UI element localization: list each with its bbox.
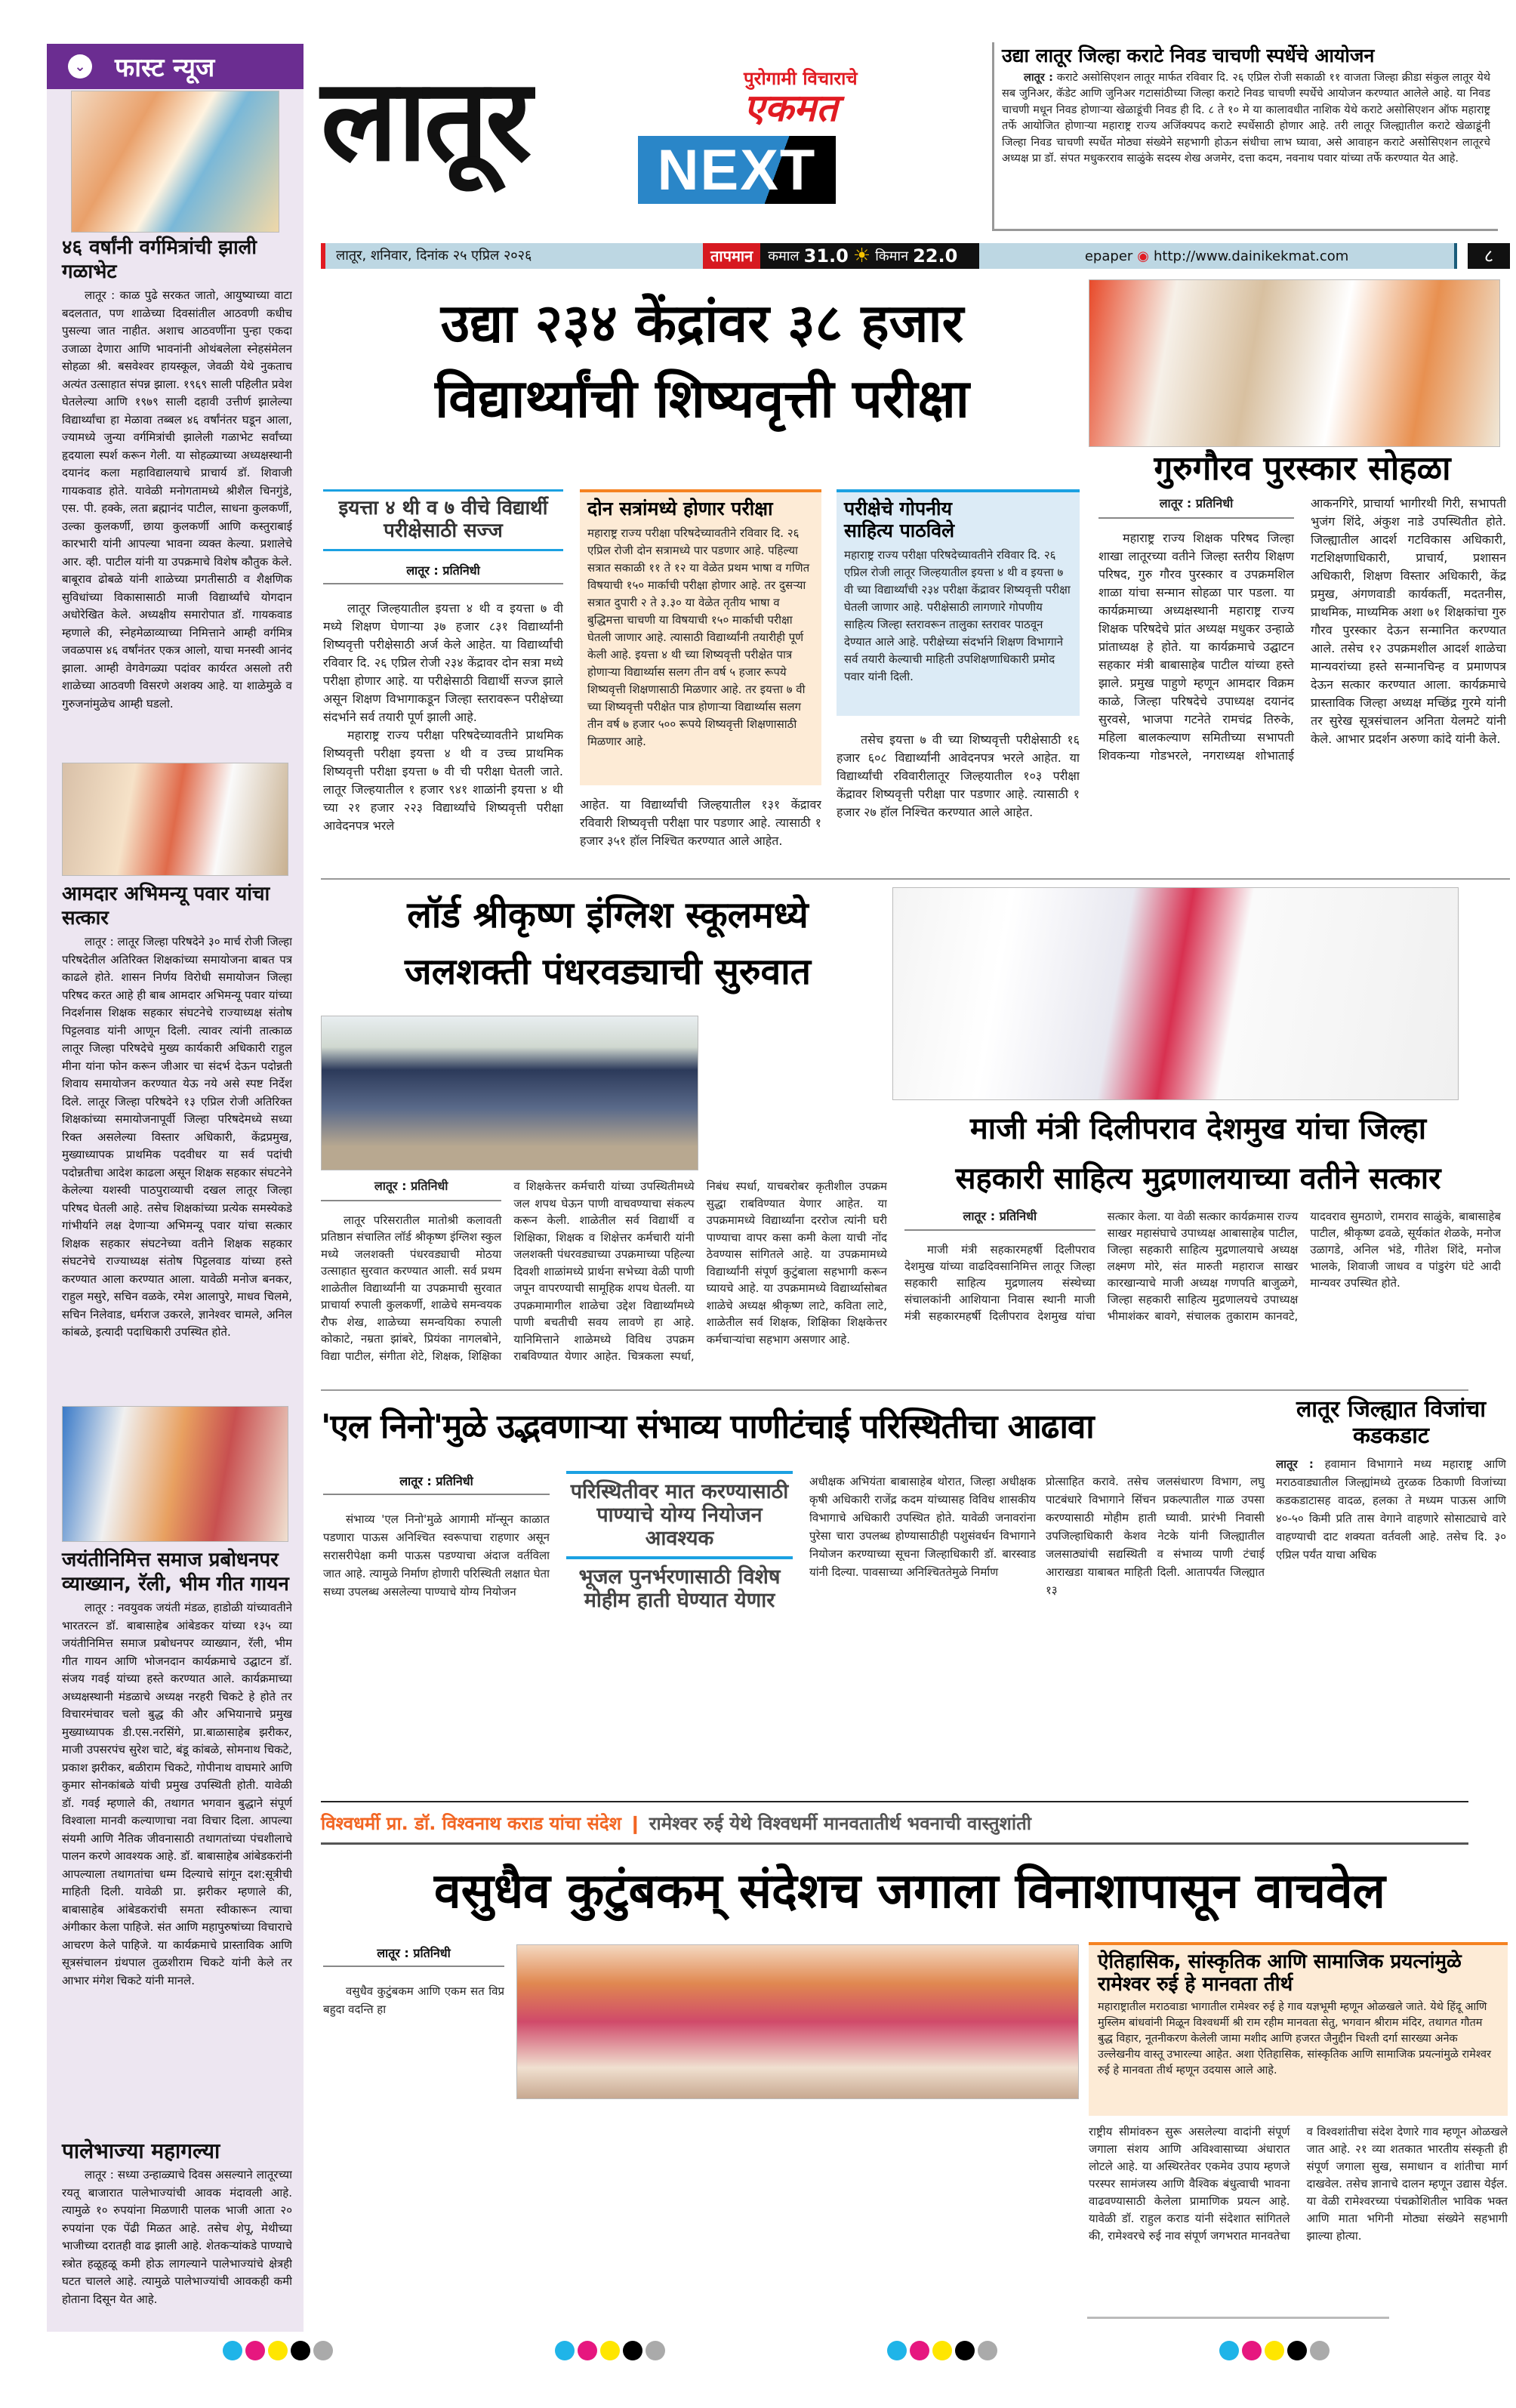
epaper-link[interactable]: http://www.dainikekmat.com [1154, 248, 1349, 264]
registration-marks [113, 2341, 1442, 2363]
story-body: लातूर परिसरातील मातोश्री कलावती प्रतिष्ठान संचालित लॉर्ड श्रीकृष्ण इंग्लिश स्कुल मध्ये जलशक्ती पंधरवड्याची मोठया उत्साहात सुरवात करण्यात आली. सर्व प्रथम शाळेतील विद्यार्थ्यांनी या उपक्रमाची सुरवात प्राचार्या रुपाली कुलकर्णी, शाळेचे समन्वयक रौफ शेख, शाळेच्या समन्वयिका रुपाली कोकाटे, नम्रता झांबरे, प्रियंका नागलबोने, विद्या पाटील, संगीता शेटे, शिक्षक, शिक्षिका व शिक्षकेत्तर कर्मचारी यांच्या उपस्थितीमध्ये जल शपथ घेऊन पाणी वाचवण्याचा संकल्प करून केली. शाळेतील सर्व विद्यार्थी व शिक्षिका, शिक्षक व शिक्षेत्तर कर्मचारी यांनी जलशक्ती पंधरवड्याच्या उपक्रमाच्या पहिल्या दिवशी शाळांमध्ये प्रार्थना सभेच्या वेळी पाणी जपून वापरण्याची सामूहिक शपथ घेतली. या उपक्रमामागील शाळेचा उद्देश विद्यार्थ्यांमध्ये पाणी बचतीची सवय लावणे हा आहे. यानिमित्ताने शाळेमध्ये विविध उपक्रम राबविण्यात येणार आहेत. चित्रकला स्पर्धा, निबंध स्पर्धा, याचबरोबर कृतीशील उपक्रम सुद्धा राबविण्यात येणार आहेत. या उपक्रमामध्ये विद्यार्थ्यांना दररोज त्यांनी घरी पाण्याचा वापर कसा कमी केला याची नोंद ठेवण्यास सांगितले आहे. या उपक्रमामध्ये विद्यार्थ्यांनी संपूर्ण कुटुंबाला सहभागी करून घ्यायचे आहे. या उपक्रमामध्ये विद्यार्थ्यासोबत शाळेचे अध्यक्ष श्रीकृष्ण लाटे, कविता लाटे, शाळेतील सर्व शिक्षक, शिक्षिका शिक्षकेत्तर कर्मचाऱ्यांचा सहभाग असणार आहे. [321, 1179, 887, 1363]
story-body: माजी मंत्री सहकारमहर्षी दिलीपराव देशमुख यांच्या वाढदिवसानिमित्त लातूर जिल्हा सहकारी साहित्य मुद्रणालय संस्थेच्या संचालकांनी आशियाना निवास स्थानी माजी मंत्री सहकारमहर्षी दिलीपराव देशमुख यांचा सत्कार केला. या वेळी सत्कार कार्यक्रमास राज्य साखर महासंघाचे उपाध्यक्ष आबासाहेब पाटील, जिल्हा सहकारी साहित्य मुद्रणालयाचे अध्यक्ष लक्ष्मण मोरे, संत मारुती महाराज साखर कारखान्याचे माजी अध्यक्ष गणपति बाजुळगे, जिल्हा सहकारी साहित्य मुद्रणालयचे उपाध्यक्ष भीमाशंकर बावगे, संचालक तुकाराम कानवटे, यादवराव सुमठाणे, रामराव साळुंके, बाबासाहेब पाटील, श्रीकृष्ण ढवळे, सूर्यकांत शेळके, मनोज उळागडे, अनिल भंडे, गीतेश शिंदे, मनोज भालके, शिवाजी जाधव व पांडुरंग घंटे आदी मान्यवर उपस्थित होते. [904, 1210, 1501, 1323]
temperature-label: तापमान [703, 243, 760, 269]
next-logo: NEXT [638, 136, 836, 204]
registration-dot [932, 2341, 952, 2360]
registration-dot-group [1219, 2341, 1333, 2363]
registration-dot-group [223, 2341, 336, 2363]
story-title: गुरुगौरव पुरस्कार सोहळा [1154, 449, 1451, 488]
photo-ceremony [516, 1944, 1079, 2099]
lead-subhead: इयत्ता ४ थी व ७ वीचे विद्यार्थी परीक्षेसाठी सज्ज [323, 489, 563, 551]
title-line: लॉर्ड श्रीकृष्ण इंग्लिश स्कूलमध्ये [407, 894, 809, 936]
min-temp-label: किमान [875, 248, 909, 264]
story-body: तसेच इयत्ता ७ वी च्या शिष्यवृत्ती परीक्षेसाठी १६ हजार ६०८ विद्यार्थ्यांनी आवेदनपत्र भरले आहेत. या विद्यार्थ्यांची रविवारीलातूर जिल्हयातील १०३ परीक्षा केंद्रावर शिष्यवृत्ती परीक्षा पार पडणार आहे. त्यासाठी १ हजार २७ हॉल निश्चित करण्यात आले आहेत. [837, 732, 1080, 819]
registration-dot [1242, 2341, 1262, 2360]
story-body: अधीक्षक अभियंता बाबासाहेब थोरात, जिल्हा अधीक्षक कृषी अधिकारी राजेंद्र कदम यांच्यासह विविध शासकीय विभागाचे अधिकारी उपस्थित होते. यावेळी जनावरांना पुरेसा चारा उपलब्ध होण्यासाठीही पशुसंवर्धन विभागाने नियोजन करण्याच्या सूचना जिल्हाधिकारी डॉ. बारस्वाड यांनी दिल्या. पावसाच्या अनिश्चिततेमुळे निर्माण [809, 1475, 1036, 1579]
story-body: महाराष्ट्र राज्य शिक्षक परिषद जिल्हा शाखा लातूरच्या वतीने जिल्हा स्तरीय शिक्षण परिषद, गुरु गौरव पुरस्कार व उपक्रमशिल शाळा यांचा सन्मान सोहळा पार पडला. या कार्यक्रमाच्या अध्यक्षस्थानी महाराष्ट्र राज्य शिक्षक परिषदेचे प्रांत अध्यक्ष मधुकर उन्हाळे प्रांताध्यक्ष हे होते. या कार्यक्रमाचे उद्घाटन सहकार मंत्री बाबासाहेब पाटील यांच्या हस्ते झाले. प्रमुख पाहुणे म्हणून आमदार विक्रम काळे, जिल्हा परिषदेचे उपाध्यक्ष दयानंद सुरवसे, भाजपा गटनेते रामचंद्र तिरुके, महिला बालकल्याण समितीच्या सभापती शिवकन्या गोडभरले, नगराध्यक्ष शोभाताई आकनगिरे, प्राचार्या भागीरथी गिरी, सभापती भुजंग शिंदे, अंकुश नाडे उपस्थितीत होते. जिल्ह्यातील आदर्श गटविकास अधिकारी, गटशिक्षणाधिकारी, प्राचार्य, प्रशासन अधिकारी, शिक्षण विस्तार अधिकारी, केंद्र प्रमुख, अंगणवाडी कार्यकर्ती, मदतनीस, प्राथमिक, माध्यमिक अशा ७१ शिक्षकांचा गुरु गौरव पुरस्कार देऊन सन्मानित करण्यात आले. तसेच १२ उपक्रमशील आदर्श शाळेचा मान्यवरांच्या हस्ते सन्मानचिन्ह व प्रमाणपत्र देऊन सत्कार करण्यात आला. कार्यक्रमाचे प्रास्ताविक जिल्हा अध्यक्ष मच्छिंद्र गुरमे यांनी तर सुरेख सूत्रसंचालन अनिता येलमटे यांनी केले. आभार प्रदर्शन अरुणा कांदे यांनी केले. [1098, 495, 1506, 763]
box-body: महाराष्ट्रातील मराठवाडा भागातील रामेश्वर रुई हे गाव यज्ञभूमी म्हणून ओळखले जाते. येथे हिंदू आणि मुस्लिम बांधवांनी मिळून विश्वधर्मी श्री राम रहीम मानवता सेतु, भगवान श्रीराम मंदिर, तथागत गौतम बुद्ध विहार, नूतनीकरण केलेली जामा मशीद आणि हजरत जैनुद्दीन चिश्ती दर्गा सारख्या अनेक उल्लेखनीय वास्तू उभारल्या आहेत. अशा ऐतिहासिक, सांस्कृतिक आणि सामाजिक प्रयत्नांमुळे रामेश्वर रुई हे मानवता तीर्थ म्हणून उदयास आले आहे. [1098, 2000, 1492, 2077]
story-title: वसुधैव कुटुंबकम् संदेशच जगाला विनाशापासून वाचवेल [434, 1864, 1385, 1919]
story-body: हवामान विभागाने मध्य महाराष्ट्र आणि मराठवाड्यातील जिल्ह्यांमध्ये तुरळक ठिकाणी विजांच्या कडकडाटासह वादळ, हलका ते मध्यम पाऊस आणि ४०-५० किमी प्रति तास वेगाने वाहणारे सोसाट्याचे वारे वाहण्याची दाट शक्यता वर्तवली आहे. तसेच दि. ३० एप्रिल पर्यंत याचा अधिक [1276, 1457, 1506, 1562]
registration-dot [578, 2341, 597, 2360]
guru-columns [1098, 495, 1506, 857]
story-body: लातूर : काळ पुढे सरकत जातो, आयुष्याच्या वाटा बदलतात, पण शाळेच्या दिवसांतील आठवणी कधीच पुसल्या जात नाहीत. अशाच आठवणींना पुन्हा एकदा उजाळा देणारा आणि भावनांनी ओथंबलेला स्नेहसंमेलन सोहळा श्री. बसवेश्वर हायस्कूल, जेवळी येथे नुकताच अत्यंत उत्साहात संपन्न झाला. १९६९ साली पहिलीत प्रवेश घेतलेल्या आणि १९७९ साली दहावी उत्तीर्ण झालेल्या विद्यार्थ्यांचा हा मेळावा तब्बल ४६ वर्षांनंतर घडून आला, ज्यामध्ये जुन्या वर्गमित्रांची झालेली गळाभेट सर्वांच्या हृदयाला स्पर्श करून गेली. या सोहळ्याच्या अध्यक्षस्थानी दयानंद कला महाविद्यालयाचे प्राचार्य डॉ. शिवाजी गायकवाड होते. यावेळी मनोगतामध्ये श्रीशैल चिनगुंडे, एस. पी. हक्के, लता ब्रह्मानंद पाटील, साधना कुलकर्णी, उल्का कुलकर्णी, छाया कुलकर्णी आणि कस्तुराबाई कारभारी यांनी आपल्या भावना व्यक्त केल्या. प्रशालेचे आर. व्ही. पाटील यांनी या उपक्रमाचे विशेष कौतुक केले. बाबूराव ढोबळे यांनी शाळेच्या प्रगतीसाठी व शैक्षणिक सुविधांच्या विकासासाठी माजी विद्यार्थ्यांचे योगदान अधोरेखित केले. अध्यक्षीय समारोपात डॉ. गायकवाड म्हणाले की, स्नेहमेळाव्याच्या निमित्ताने आम्ही वर्गमित्र जवळपास ४६ वर्षांनंतर एकत्र आलो, याचा मनस्वी आनंद झाला. आम्ही वेगवेगळ्या पदांवर कार्यरत असलो तरी शाळेच्या आठवणी विसरणे अशक्य आहे. या शाळेमुळे व गुरुजनांमुळेच आम्ही घडलो. [62, 288, 292, 711]
dateline: लातूर : [1024, 71, 1053, 84]
page-number: ८ [1468, 243, 1510, 269]
byline: लातूर : प्रतिनिधी [323, 1944, 504, 1967]
byline: लातूर : प्रतिनिधी [323, 562, 563, 584]
story-body: लातूर : सध्या उन्हाळ्याचे दिवस असल्याने लातूरच्या रयतू बाजारात पालेभाज्यांची आवक मंदावली आहे. त्यामुळे १० रुपयांना मिळणारी पालक भाजी आता २० रुपयांना एक पेंढी मिळत आहे. तसेच शेपू, मेथीच्या भाजीच्या दरातही वाढ झाली आहे. शेतकऱ्यांकडे पाण्याचे स्त्रोत हळूहळू कमी होऊ लागल्याने पालेभाज्यांचे क्षेत्रही घटत चालले आहे. त्यामुळे पालेभाज्यांची आवकही कमी होताना दिसून येत आहे. [62, 2168, 292, 2306]
school-columns [321, 1178, 887, 1382]
registration-dot [978, 2341, 997, 2360]
story-title: आमदार अभिमन्यू पवार यांचा सत्कार [62, 883, 270, 930]
photo-guru-gaurav [1089, 279, 1500, 447]
byline: लातूर : प्रतिनिधी [323, 1472, 550, 1495]
lead-headline-line: विद्यार्थ्यांची शिष्यवृत्ती परीक्षा [435, 368, 969, 430]
byline: लातूर : प्रतिनिधी [904, 1208, 1095, 1231]
registration-dot-group [887, 2341, 1000, 2363]
registration-dot [646, 2341, 665, 2360]
byline: लातूर : प्रतिनिधी [321, 1178, 501, 1201]
issue-date: लातूर, शनिवार, दिनांक २५ एप्रिल २०२६ [325, 243, 703, 269]
registration-dot-group [555, 2341, 668, 2363]
photo-reunion [71, 91, 279, 233]
registration-dot [955, 2341, 975, 2360]
story-body: लातूर जिल्हयातील इयत्ता ४ थी व इयत्ता ७ वी मध्ये शिक्षण घेणाऱ्या ३७ हजार ८३१ विद्यार्थ्यांनी शिष्यवृत्ती परीक्षेसाठी अर्ज केले आहेत. या विद्यार्थ्यांची रविवार दि. २६ एप्रिल रोजी २३४ केंद्रावर दोन सत्रा मध्ये परीक्षा होणार आहे. या परीक्षेसाठी विद्यार्थी सज्ज झाले असून शिक्षण विभागाकडून जिल्हा स्तरावरून परीक्षेच्या संदर्भाने सर्व तयारी पूर्ण झाली आहे. [323, 600, 563, 724]
pull-quote: भूजल पुनर्भरणासाठी विशेष मोहीम हाती घेण्यात येणार [578, 1565, 781, 1613]
kicker: विश्वधर्मी प्रा. डॉ. विश्वनाथ कराड यांचा संदेश ❙ रामेश्वर रुई येथे विश्वधर्मी मानवतातीर्थ भवनाची वास्तुशांती [321, 1813, 1031, 1834]
title-line: जलशक्ती पंधरवड्याची सुरुवात [405, 951, 811, 993]
story-body: आहेत. या विद्यार्थ्यांची जिल्हयातील १३१ केंद्रावर रविवारी शिष्यवृत्ती परीक्षा पार पडणार आहे. त्यासाठी १ हजार ३५१ हॉल निश्चित करण्यात आले आहेत. [580, 797, 821, 848]
pull-quote: परिस्थितीवर मात करण्यासाठी पाण्याचे योग्य नियोजन आवश्यक [566, 1471, 793, 1559]
story-title: जयंतीनिमित्त समाज प्रबोधनपर व्याख्यान, रॅली, भीम गीत गायन [62, 1549, 289, 1596]
byline: लातूर : प्रतिनिधी [1098, 495, 1294, 519]
kicker-gray: रामेश्वर रुई येथे विश्वधर्मी मानवतातीर्थ भवनाची वास्तुशांती [649, 1813, 1031, 1834]
confidential-material-box [837, 489, 1080, 716]
fast-news-header [47, 44, 304, 89]
exam-sessions-box [580, 489, 821, 785]
photo-deshmukh-felicitation [892, 887, 1459, 1100]
registration-dot [910, 2341, 929, 2360]
chevron-badge-icon: ⌄ [68, 54, 92, 79]
masthead-tagline: पुरोगामी विचाराचे [744, 68, 858, 89]
registration-dot [1310, 2341, 1330, 2360]
story-title: उद्या लातूर जिल्हा कराटे निवड चाचणी स्पर्धेचे आयोजन [1002, 45, 1375, 66]
story-title: 'एल निनो'मुळे उद्भवणाऱ्या संभाव्य पाणीटंचाई परिस्थितीचा आढावा [321, 1407, 1094, 1446]
masthead [321, 55, 985, 242]
story-title: ४६ वर्षांनी वर्गमित्रांची झाली गळाभेट [62, 236, 257, 283]
story-body: महाराष्ट्र राज्य परीक्षा परिषदेच्यावतीने प्राथमिक शिष्यवृत्ती परीक्षा इयत्ता ४ थी व उच्च प्राथमिक शिष्यवृत्ती परीक्षा इयत्ता ७ वी ची परीक्षा घेतली जाते. लातूर जिल्हयातील १ हजार ९४१ शाळांनी इयत्ता ४ थी च्या २१ हजार २२३ विद्यार्थ्यांचे शिष्यवृत्ती परीक्षा आवेदनपत्र भरले [323, 727, 563, 833]
karate-news-box [992, 42, 1498, 231]
box-title: परीक्षेचे गोपनीय साहित्य पाठविले [844, 498, 955, 541]
cursor-icon: ◉ [1137, 248, 1150, 264]
box-body: महाराष्ट्र राज्य परीक्षा परिषदेच्यावतीने रविवार दि. २६ एप्रिल रोजी लातूर जिल्हयातील इयत्ता ४ थी व इयत्ता ७ वी च्या विद्यार्थ्यांची २३४ परीक्षा केंद्रावर शिष्यवृत्ती परीक्षा घेतली जाणार आहे. परीक्षेसाठी लागणारे गोपणीय साहित्य जिल्हा स्तरावरून तालुका स्तरावर पाठवून देण्यात आले आहे. परीक्षेच्या संदर्भाने शिक्षण विभागाने सर्व तयारी केल्याची माहिती उपशिक्षणाधिकारी प्रमोद पवार यांनी दिली. [844, 547, 1071, 683]
registration-dot [291, 2341, 310, 2360]
fast-news-title: फास्ट न्यूज [115, 53, 215, 83]
box-title: दोन सत्रांमध्ये होणार परीक्षा [587, 498, 773, 520]
story-body: कराटे असोसिएशन लातूर मार्फत रविवार दि. २६ एप्रिल रोजी सकाळी ११ वाजता जिल्हा क्रीडा संकुल लातूर येथे सब जुनिअर, कॅडेट आणि जुनिअर गटासांठीच्या जिल्हा कराटे निवड चाचणी स्पर्धेचे आयोजन करण्यात आलेले आहे. या निवड चाचणी मधून निवड होणाऱ्या खेळाडूंची निवड ही दि. ८ ते १० मे या कालावधीत नाशिक येथे कराटे असोसिएशन ऑफ महाराष्ट्र तर्फे आयोजित होणाऱ्या महाराष्ट्र राज्य अजिंक्यपद कराटे स्पर्धेसाठी होणार आहे. तरी लातूर जिल्ह्यातील कराटे खेळाडूंनी जिल्हा निवड चाचणी स्पर्धेत मोठ्या संख्येने सहभागी होऊन संधीचा लाभ घ्यावा, असे आवाहन कराटे असोसिएशन लातूरचे अध्यक्ष प्रा डॉ. संपत मधुकरराव साळुंके सदस्य शेख अजमेर, दत्ता कदम, नवनाथ पवार यांच्या तर्फे करण्यात येत आहे. [1002, 71, 1490, 165]
title-line: सहकारी साहित्य मुद्रणालयाच्या वतीने सत्कार [955, 1161, 1441, 1196]
story-title [325, 887, 891, 1001]
photo-students-pledge [321, 1016, 698, 1170]
registration-dot [223, 2341, 242, 2360]
photo-felicitation [62, 763, 288, 876]
registration-dot [268, 2341, 288, 2360]
story-body: लातूर : लातूर जिल्हा परिषदेने ३० मार्च रोजी जिल्हा परिषदेतील अतिरिक्त शिक्षकांच्या समायोजना बाबत पत्र काढले होते. शासन निर्णय विरोधी समायोजन जिल्हा परिषद करत आहे ही बाब आमदार अभिमन्यू पवार यांच्या निदर्शनास शिक्षक सहकार संघटनेचे राज्याध्यक्ष संतोष पिट्टलवाड यांनी आणून दिली. त्यावर त्यांनी तात्काळ लातूर जिल्हा परिषदेचे मुख्य कार्यकारी अधिकारी राहुल मीना यांना फोन करून जीआर चा संदर्भ देऊन पदोन्नती शिवाय समायोजन करण्यात येऊ नये असे स्पष्ट निर्देश दिले. लातूर जिल्हा परिषदेने १३ एप्रिल रोजी अतिरिक्त शिक्षकांच्या समायोजनापूर्वी जिल्हा परिषदेमध्ये सध्या रिक्त असलेल्या विस्तार अधिकारी, केंद्रप्रमुख, मुख्याध्यापक प्राथमिक पदवीधर या सर्व पदांची पदोन्नतीचा आदेश काढला असून शिक्षक सहकार संघटनेने केलेल्या यशस्वी पाठपुराव्याची दखल लातूर जिल्हा परिषद घेतली आहे. तसेच शिक्षकांच्या प्रत्येक समस्येकडे गांभीर्याने लक्ष देणाऱ्या अभिमन्यू पवार यांचा सत्कार शिक्षक सहकार संघटनेच्या वतीने शिक्षक सहकार संघटनेचे राज्याध्यक्ष संतोष पिट्टलवाड यांच्या हस्ते करण्यात आला करण्यात आला. यावेळी मनोज बनकर, राहुल मसुरे, सचिन वळके, रमेश आलापुरे, माधव चिलमे, सचिन निलेवाड, धर्मराज उकरले, ज्ञानेश्वर चामले, अनिल कांबळे, इत्यादी पदाधिकारी उपस्थित होते. [62, 935, 292, 1339]
registration-dot [1265, 2341, 1284, 2360]
lightning-news [1276, 1397, 1506, 1763]
story-title: लातूर जिल्ह्यात विजांचा कडकडाट [1296, 1396, 1487, 1449]
dateline: लातूर : [1276, 1457, 1314, 1471]
story-body: प्रोत्साहित करावे. तसेच जलसंधारण विभाग, लघु पाटबंधारे विभागाने सिंचन प्रकल्पातील गाळ उपसा करण्यासाठी मोहीम हाती घ्यावी. प्रारंभी निवासी उपजिल्हाधिकारी केशव नेटके यांनी जिल्ह्यातील जलसाठ्यांची सद्यस्थिती व संभाव्य पाणी टंचाई आराखडा याबाबत माहिती दिली. आतापर्यंत जिल्ह्यात १३ [1046, 1475, 1265, 1597]
max-temp-label: कमाल [768, 248, 800, 264]
date-bar [321, 243, 1510, 269]
story-body: वसुधैव कुटुंबकम आणि एकम सत विप्र बहुदा वदन्ति हा [323, 1984, 504, 2016]
registration-dot [555, 2341, 575, 2360]
rameshwar-box [1089, 1942, 1508, 2116]
lead-headline-line: उद्या २३४ केंद्रांवर ३८ हजार [440, 292, 964, 354]
kicker-orange: विश्वधर्मी प्रा. डॉ. विश्वनाथ कराड यांचा संदेश [321, 1813, 621, 1834]
max-temp: 31.0 [803, 245, 849, 267]
min-temp: 22.0 [913, 245, 958, 267]
box-title: ऐतिहासिक, सांस्कृतिक आणि सामाजिक प्रयत्नांमुळे रामेश्वर रुई हे मानवता तीर्थ [1098, 1950, 1462, 1996]
sun-icon: ☀ [852, 245, 871, 267]
epaper-label: epaper [1084, 248, 1133, 264]
masthead-title: लातूर [321, 55, 529, 187]
registration-dot [1287, 2341, 1307, 2360]
registration-dot [600, 2341, 620, 2360]
registration-dot [1219, 2341, 1239, 2360]
story-title: पालेभाज्या महागल्या [62, 2138, 220, 2163]
story-body: राष्ट्रीय सीमांवरुन सुरू असलेल्या वादांनी संपूर्ण जगाला संशय आणि अविश्वासाच्या अंधारात लोटले आहे. या अस्थिरतेवर एकमेव उपाय म्हणजे परस्पर सामंजस्य आणि वैश्विक बंधुत्वाची भावना वाढवण्यासाठी केलेला प्रामाणिक प्रयत्न आहे. यावेळी डॉ. राहुल कराड यांनी संदेशात सांगितले की, रामेश्वरचे रुई नाव संपूर्ण जगभरात मानवतेचा व विश्वशांतीचा संदेश देणारे गाव म्हणून ओळखले जात आहे. २१ व्या शतकात भारतीय संस्कृती ही संपूर्ण जगाला सुख, समाधान व शांतीचा मार्ग दाखवेल. तसेच ज्ञानाचे दालन म्हणून उद्यास येईल. या वेळी रामेश्वरच्या पंचक्रोशितील भाविक भक्त आणि माता भगिनी मोठ्या संख्येने सहभागी झाल्या होत्या. [1089, 2125, 1508, 2243]
registration-dot [313, 2341, 333, 2360]
story-title [892, 1104, 1504, 1204]
registration-dot [245, 2341, 265, 2360]
lead-headline [321, 285, 1083, 436]
registration-dot [887, 2341, 907, 2360]
ekmat-logo: एकमत [744, 86, 838, 130]
registration-dot [623, 2341, 642, 2360]
title-line: माजी मंत्री दिलीपराव देशमुख यांचा जिल्हा [969, 1112, 1427, 1146]
story-body: संभाव्य 'एल निनो'मुळे आगामी मॉन्सून काळात पडणारा पाऊस अनिश्चित स्वरूपाचा राहणार असून सरासरीपेक्षा कमी पाऊस पडण्याचा अंदाज वर्तविला जात आहे. त्यामुळे निर्माण होणारी परिस्थिती लक्षात घेता सध्या उपलब्ध असलेल्या पाण्याचे योग्य नियोजन [323, 1512, 550, 1599]
photo-jayanti [62, 1406, 288, 1542]
deshmukh-columns [904, 1208, 1501, 1382]
box-body: महाराष्ट्र राज्य परीक्षा परिषदेच्यावतीने रविवार दि. २६ एप्रिल रोजी दोन सत्रामध्ये पार पडणार आहे. पहिल्या सत्रात सकाळी ११ ते १२ या वेळेत प्रथम भाषा व गणित विषयाची १५० मार्काची परीक्षा होणार आहे. तर दुसऱ्या सत्रात दुपारी २ ते ३.३० या वेळेत तृतीय भाषा व बुद्धिमत्ता चाचणी या विषयाची १५० मार्काची परीक्षा घेतली जाणार आहे. त्यासाठी विद्यार्थ्यांनी तयारीही पूर्ण केली आहे. इयत्ता ४ थी च्या शिष्यवृत्ती परीक्षेत पात्र होणाऱ्या विद्यार्थ्यास सलग तीन वर्ष ५ हजार रूपये शिष्यवृत्ती शिक्षणासाठी मिळणार आहे. तर इयत्ता ७ वी च्या शिष्यवृत्ती परीक्षेत पात्र होणाऱ्या विद्यार्थ्यास सलग तीन वर्ष ७ हजार ५०० रूपये शिष्यवृत्ती शिक्षणासाठी मिळणार आहे. [587, 526, 810, 748]
story-body: लातूर : नवयुवक जयंती मंडळ, हाडोळी यांच्यावतीने भारतरत्न डॉ. बाबासाहेब आंबेडकर यांच्या १३५ व्या जयंतीनिमित्त समाज प्रबोधनपर व्याख्यान, रॅली, भीम गीत गायन आणि भोजनदान कार्यक्रमाचे उद्घाटन डॉ. संजय गवई यांच्या हस्ते करण्यात आले. कार्यक्रमाच्या अध्यक्षस्थानी मंडळाचे अध्यक्ष नरहरी चिकटे हे होते तर विचारमंचावर चलो बुद्ध की और अभियानाचे प्रमुख मुख्याध्यापक डी.एस.नरसिंगे, प्रा.बाळासाहेब झरीकर, माजी उपसरपंच सुरेश चाटे, बंडू कांबळे, सोमनाथ चिकटे, प्रकाश झरीकर, बळीराम चिकटे, गोपीनाथ वाघमारे आणि कुमार सोनकांबळे यांची प्रमुख उपस्थिती होती. यावेळी डॉ. गवई म्हणाले की, तथागत भगवान बुद्धाने संपूर्ण विश्वाला मानवी कल्याणाचा नवा विचार दिला. आपल्या संयमी आणि नैतिक जीवनासाठी तथागतांच्या पंचशीलाचे पालन करणे आवश्यक आहे. डॉ. बाबासाहेब आंबेडकरांनी आपल्याला तथागतांचा धम्म दिल्याचे सांगून दश:सूत्रीची माहिती दिली. यावेळी प्रा. झरीकर म्हणाले की, बाबासाहेब आंबेडकरांची समता स्वीकारून त्याचा अंगीकार केला पाहिजे. संत आणि महापुरुषांच्या विचाराचे आचरण केले पाहिजे. या कार्यक्रमाचे प्रास्ताविक आणि सूत्रसंचालन ग्रंथपाल तुळशीराम चिकटे यांनी केले तर आभार मंगेश चिकटे यांनी मानले. [62, 1601, 292, 1987]
